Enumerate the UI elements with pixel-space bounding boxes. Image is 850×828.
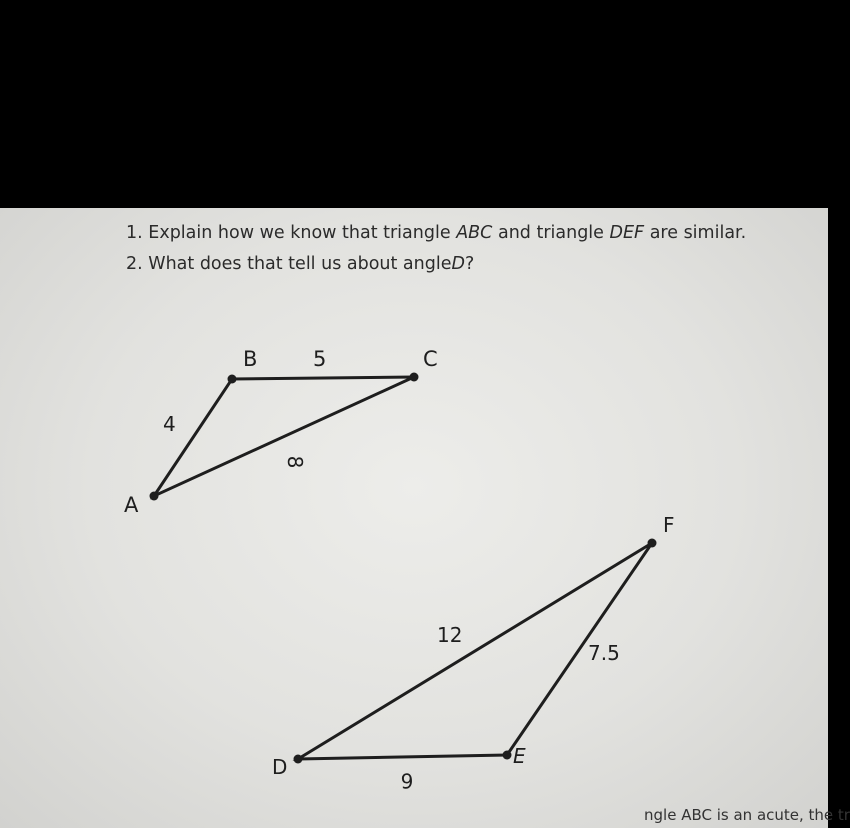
vertex-a-label: A	[124, 493, 139, 517]
vertex-e-label: E	[513, 744, 526, 768]
question-1: 1. Explain how we know that triangle ABC and triangle DEF are similar.	[126, 223, 747, 243]
side-ac-length: 8	[283, 455, 307, 469]
side-ab-length: 4	[163, 412, 176, 436]
vertex-d-dot	[294, 755, 303, 764]
vertex-f-label: F	[663, 513, 675, 537]
question-2: 2. What does that tell us about angleD?	[126, 254, 475, 274]
vertex-c-label: C	[423, 347, 438, 371]
partial-next-text: ngle ABC is an acute, the tr	[644, 806, 850, 824]
side-ef-length: 7.5	[588, 641, 620, 665]
triangle-abc-outline	[154, 377, 414, 496]
vertex-b-label: B	[243, 347, 258, 371]
vertex-a-dot	[150, 492, 159, 501]
side-bc-length: 5	[313, 347, 327, 371]
side-de-length: 6	[400, 768, 414, 793]
vertex-e-dot	[503, 751, 512, 760]
vertex-f-dot	[648, 539, 657, 548]
vertex-b-dot	[228, 375, 237, 384]
side-df-length: 12	[437, 623, 463, 647]
vertex-d-label: D	[272, 755, 288, 779]
triangle-def	[272, 513, 675, 793]
vertex-c-dot	[410, 373, 419, 382]
triangle-abc	[124, 347, 438, 517]
